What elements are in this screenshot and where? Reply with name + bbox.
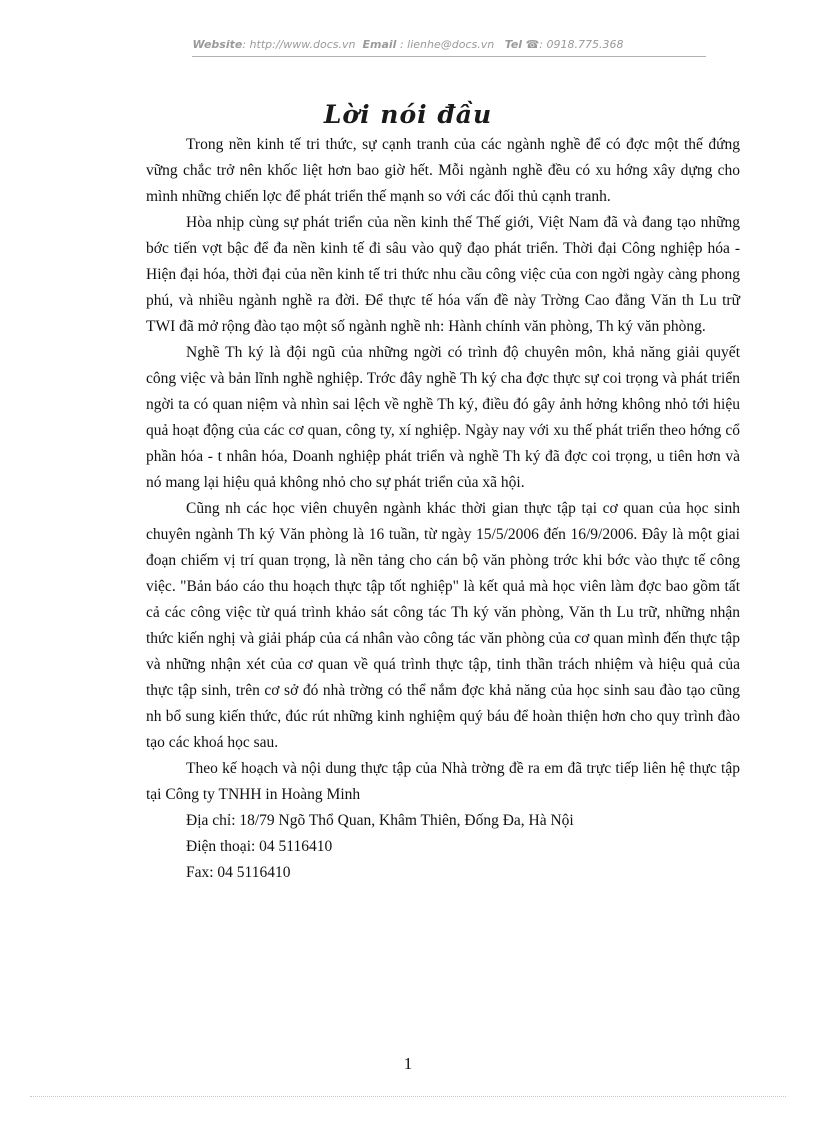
email-label: Email xyxy=(362,38,397,51)
tel-label: Tel xyxy=(504,38,523,51)
paragraph-2: Hòa nhịp cùng sự phát triển của nền kinh thế Thế giới, Việt Nam đã và đang tạo những bớc tiến vợt bậc để đa nền kinh tế đi sâu vào quỹ đạo phát triển. Thời đại Công nghiệp hóa - Hiện đại hóa, thời đại của nền kinh tế tri thức nhu cầu công việc của con ngời ngày càng phong phú, và nhiều ngành nghề ra đời. Để thực tế hóa vấn đề này Trờng Cao đẳng Văn th Lu trữ TWI đã mở rộng đào tạo một số ngành nghề nh: Hành chính văn phòng, Th ký văn phòng. xyxy=(146,214,740,335)
tel-value: ☎: 0918.775.368 xyxy=(525,38,624,51)
website-label: Website xyxy=(192,38,243,51)
footer-divider xyxy=(30,1096,786,1097)
header-divider xyxy=(192,56,706,57)
document-body xyxy=(146,132,740,886)
contact-fax: Fax: 04 5116410 xyxy=(186,864,291,881)
paragraph-3: Nghề Th ký là đội ngũ của những ngời có trình độ chuyên môn, khả năng giải quyết công việc và bản lĩnh nghề nghiệp. Trớc đây nghề Th ký cha đợc thực sự coi trọng và phát triển ngời ta có quan niệm và nhìn sai lệch về nghề Th ký, điều đó gây ảnh hởng không nhỏ tới hiệu quả hoạt động của các cơ quan, công ty, xí nghiệp. Ngày nay với xu thế phát triển theo hớng cổ phần hóa - t nhân hóa, Doanh nghiệp phát triển và nghề Th ký đã đợc coi trọng, u tiên hơn và nó mang lại hiệu quả không nhỏ cho sự phát triển của xã hội. xyxy=(146,344,740,491)
document-title: Lời nói đầu xyxy=(323,100,493,129)
paragraph-5: Theo kế hoạch và nội dung thực tập của Nhà trờng đề ra em đã trực tiếp liên hệ thực tập tại Công ty TNHH in Hoàng Minh xyxy=(146,760,740,803)
paragraph-1: Trong nền kinh tế tri thức, sự cạnh tranh của các ngành nghề để có đợc một thế đứng vững chắc trở nên khốc liệt hơn bao giờ hết. Mỗi ngành nghề đều có xu hớng xây dựng cho mình những chiến lợc để phát triển thế mạnh so với các đối thủ cạnh tranh. xyxy=(146,136,740,205)
email-value: : lienhe@docs.vn xyxy=(399,38,495,51)
paragraph-4: Cũng nh các học viên chuyên ngành khác thời gian thực tập tại cơ quan của học sinh chuyên ngành Th ký Văn phòng là 16 tuần, từ ngày 15/5/2006 đến 16/9/2006. Đây là một giai đoạn chiếm vị trí quan trọng, là nền tảng cho cán bộ văn phòng trớc khi bớc vào thực tế công việc. "Bản báo cáo thu hoạch thực tập tốt nghiệp" là kết quả mà học viên làm đợc bao gồm tất cả các công việc từ quá trình khảo sát công tác Th ký văn phòng, Văn th Lu trữ, những nhận thức kiến nghị và giải pháp của cá nhân vào công tác văn phòng của cơ quan mình đến thực tập và những nhận xét của cơ quan về quá trình thực tập, tinh thần trách nhiệm và hiệu quả của thực tập sinh, trên cơ sở đó nhà trờng có thể nắm đợc khả năng của học sinh sau đào tạo cũng nh bổ sung kiến thức, đúc rút những kinh nghiệm quý báu để hoàn thiện hơn cho quy trình đào tạo các khoá học sau. xyxy=(146,500,740,751)
page-header xyxy=(0,38,816,51)
page-number: 1 xyxy=(403,1054,413,1073)
contact-address: Địa chỉ: 18/79 Ngõ Thổ Quan, Khâm Thiên, Đống Đa, Hà Nội xyxy=(186,812,574,829)
website-value: : http://www.docs.vn xyxy=(242,38,356,51)
contact-phone: Điện thoại: 04 5116410 xyxy=(186,838,333,855)
